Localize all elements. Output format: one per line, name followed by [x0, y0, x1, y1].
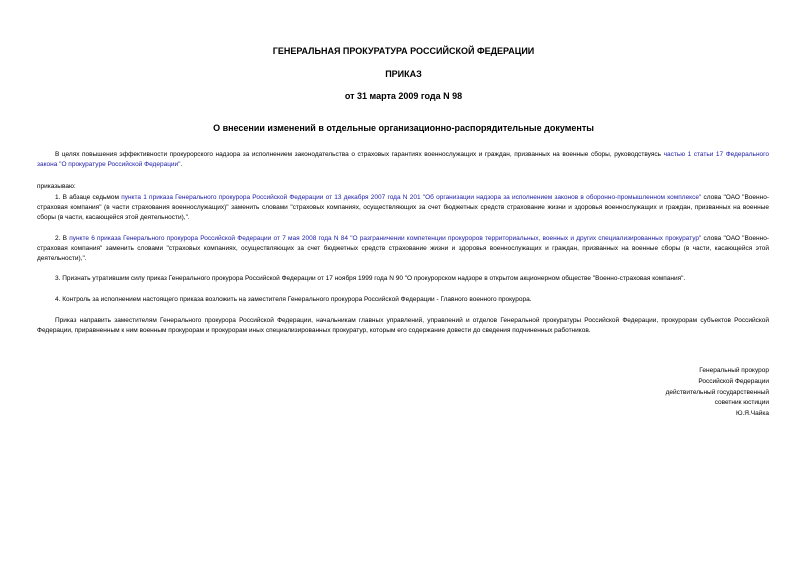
- document-title: О внесении изменений в отдельные организационно-распорядительные документы: [213, 123, 594, 133]
- paragraph-2-text: слова "ОАО "Военно-страховая компания" заменить словами "страховых компаниях, осуществляющих за счет бюджетных средств страхование жизни и здоровья военнослужащих и граждан, призванных на военные сборы (в части, касающейся этой деятельности),".: [37, 235, 769, 262]
- document-date-number: от 31 марта 2009 года N 98: [344, 91, 463, 101]
- paragraph-1-prefix: 1. В абзаце седьмом: [55, 194, 122, 201]
- signer-title: Генеральный прокурор: [699, 367, 769, 374]
- paragraph-2-prefix: 2. В: [55, 235, 70, 242]
- preamble-text: В целях повышения эффективности прокурорского надзора за исполнением законодательства о страховых гарантиях военнослужащих и граждан, призванных на военные сборы, руководствуясь: [55, 151, 664, 158]
- signer-rank: действительный государственный: [665, 388, 769, 396]
- law-reference-link[interactable]: частью 1 статьи 17 Федерального закона "О прокуратуре Российской Федерации": [37, 151, 769, 168]
- issuing-authority: ГЕНЕРАЛЬНАЯ ПРОКУРАТУРА РОССИЙСКОЙ ФЕДЕРАЦИИ: [272, 46, 535, 56]
- order-word: приказываю:: [37, 183, 76, 190]
- signer-rank-2: советник юстиции: [714, 399, 769, 407]
- preamble-end: .: [180, 161, 183, 168]
- document-type: ПРИКАЗ: [385, 69, 422, 79]
- order-84-link[interactable]: пункте 6 приказа Генерального прокурора Российской Федерации от 7 мая 2008 года N 84 "О разграничении компетенции прокуроров территориальных, военных и других специализированных прокуратур": [69, 235, 702, 242]
- signer-country: Российской Федерации: [698, 377, 769, 385]
- paragraph-5: Приказ направить заместителям Генерального прокурора Российской Федерации, начальникам главных управлений, управлений и отделов Генеральной прокуратуры Российской Федерации, прокурорам субъектов Российской Федерации, приравненным к ним военным прокурорам и прокурорам иных специализированных прокуратур, которым его содержание довести до сведения подчиненных работников.: [37, 317, 769, 334]
- signature-block: [666, 366, 769, 420]
- paragraph-2: [37, 234, 769, 264]
- preamble-paragraph: [37, 150, 769, 170]
- paragraph-1: [37, 193, 769, 223]
- order-201-link[interactable]: пункта 1 приказа Генерального прокурора Российской Федерации от 13 декабря 2007 года N 201 "Об организации надзора за исполнением законов в оборонно-промышленном комплексе": [121, 194, 702, 201]
- paragraph-1-text: слова "ОАО "Военно-страховая компания" (в части страхования военнослужащих)" заменить словами "страховых компаниях, осуществляющих за счет бюджетных средств страхование жизни и здоровья военнослужащих и граждан, призванных на военные сборы (в части, касающейся этой деятельности),".: [37, 194, 769, 221]
- paragraph-4: 4. Контроль за исполнением настоящего приказа возложить на заместителя Генерального прокурора Российской Федерации - Главного военного прокурора.: [55, 296, 532, 303]
- paragraph-3: 3. Признать утратившим силу приказ Генерального прокурора Российской Федерации от 17 ноября 1999 года N 90 "О прокурорском надзоре в открытом акционерном обществе "Военно-страховая компания".: [55, 275, 686, 282]
- signer-name: Ю.Я.Чайка: [735, 410, 769, 418]
